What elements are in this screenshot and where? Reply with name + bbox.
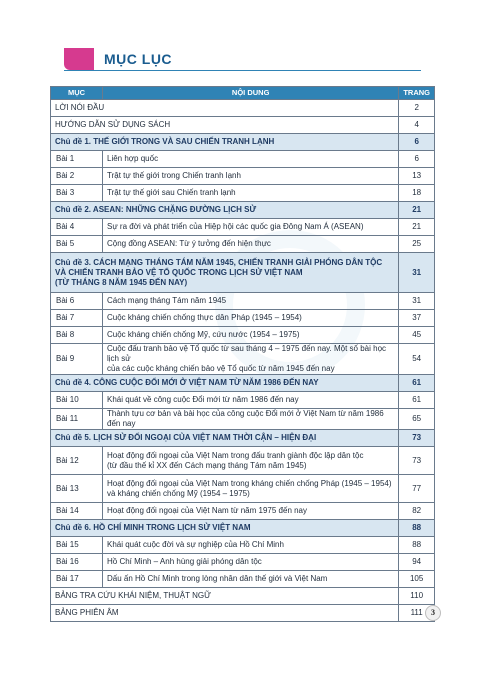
lesson-row [51,447,435,475]
page-ref: 88 [399,520,435,537]
page-ref: 54 [399,344,435,375]
page-ref: 82 [399,503,435,520]
lesson-title: Sự ra đời và phát triển của Hiệp hội các quốc gia Đông Nam Á (ASEAN) [103,219,399,236]
lesson-row [51,409,435,430]
lesson-number: Bài 7 [51,310,103,327]
topic-title [51,253,399,293]
lesson-title: Hoạt động đối ngoại của Việt Nam từ năm 1975 đến nay [103,503,399,520]
section-title: HƯỚNG DẪN SỬ DỤNG SÁCH [51,117,399,134]
lesson-number: Bài 17 [51,571,103,588]
lesson-number: Bài 15 [51,537,103,554]
lesson-number: Bài 13 [51,475,103,503]
section-title: BẢNG PHIÊN ÂM [51,605,399,622]
lesson-row [51,219,435,236]
lesson-row [51,392,435,409]
table-row [51,605,435,622]
lesson-number: Bài 14 [51,503,103,520]
header-divider [64,70,421,71]
lesson-number: Bài 11 [51,409,103,430]
lesson-title: Cách mạng tháng Tám năm 1945 [103,293,399,310]
lesson-row [51,327,435,344]
page-ref: 73 [399,430,435,447]
lesson-number: Bài 16 [51,554,103,571]
lesson-title [103,475,399,503]
lesson-number: Bài 2 [51,168,103,185]
lesson-title-line: Hoạt động đối ngoại của Việt Nam trong kháng chiến chống Pháp (1945 – 1954) [107,478,392,488]
lesson-title-line: Cuộc đấu tranh bảo vệ Tổ quốc từ sau tháng 4 – 1975 đến nay. Một số bài học lịch sử [107,344,387,363]
lesson-title-line: Hoạt động đối ngoại của Việt Nam trong đấu tranh giành độc lập dân tộc [107,450,364,460]
column-header-page: TRANG [399,87,435,100]
lesson-title: Cộng đồng ASEAN: Từ ý tưởng đến hiện thực [103,236,399,253]
column-header-content: NỘI DUNG [103,87,399,100]
page-ref: 88 [399,537,435,554]
page-ref: 45 [399,327,435,344]
lesson-row [51,571,435,588]
page-ref: 105 [399,571,435,588]
section-title: BẢNG TRA CỨU KHÁI NIỆM, THUẬT NGỮ [51,588,399,605]
page-ref: 6 [399,151,435,168]
page-ref: 31 [399,253,435,293]
lesson-title: Khái quát cuộc đời và sự nghiệp của Hồ Chí Minh [103,537,399,554]
table-row [51,100,435,117]
lesson-number: Bài 3 [51,185,103,202]
page-ref: 6 [399,134,435,151]
lesson-number: Bài 8 [51,327,103,344]
page-ref: 73 [399,447,435,475]
page-title: MỤC LỤC [104,51,173,67]
lesson-row [51,344,435,375]
lesson-row [51,168,435,185]
lesson-row [51,554,435,571]
page-ref: 111 [399,605,435,622]
lesson-row [51,236,435,253]
lesson-row [51,185,435,202]
topic-row [51,202,435,219]
lesson-number: Bài 5 [51,236,103,253]
lesson-title [103,344,399,375]
page-ref: 21 [399,202,435,219]
column-header-section: MỤC [51,87,103,100]
topic-title: Chủ đề 5. LỊCH SỬ ĐỐI NGOẠI CỦA VIỆT NAM THỜI CẬN – HIỆN ĐẠI [51,430,399,447]
topic-title: Chủ đề 1. THẾ GIỚI TRONG VÀ SAU CHIẾN TRANH LẠNH [51,134,399,151]
lesson-title: Trật tự thế giới sau Chiến tranh lạnh [103,185,399,202]
topic-title: Chủ đề 2. ASEAN: NHỮNG CHẶNG ĐƯỜNG LỊCH SỬ [51,202,399,219]
lesson-title: Trật tự thế giới trong Chiến tranh lạnh [103,168,399,185]
lesson-title: Hồ Chí Minh – Anh hùng giải phóng dân tộc [103,554,399,571]
topic-title-line: (TỪ THÁNG 8 NĂM 1945 ĐẾN NAY) [55,277,188,287]
lesson-row [51,151,435,168]
lesson-row [51,475,435,503]
lesson-title [103,447,399,475]
topic-row [51,430,435,447]
topic-title-line: Chủ đề 3. CÁCH MẠNG THÁNG TÁM NĂM 1945, CHIẾN TRANH GIẢI PHÓNG DÂN TỘC [55,257,383,267]
section-title: LỜI NÓI ĐẦU [51,100,399,117]
page-ref: 61 [399,375,435,392]
page-ref: 94 [399,554,435,571]
page-ref: 77 [399,475,435,503]
lesson-number: Bài 4 [51,219,103,236]
table-header-row [51,87,435,100]
lesson-title: Dấu ấn Hồ Chí Minh trong lòng nhân dân thế giới và Việt Nam [103,571,399,588]
lesson-title: Liên hợp quốc [103,151,399,168]
lesson-row [51,310,435,327]
lesson-row [51,503,435,520]
page-ref: 21 [399,219,435,236]
lesson-row [51,293,435,310]
page-ref: 31 [399,293,435,310]
lesson-number: Bài 10 [51,392,103,409]
toc-body [51,100,435,622]
page-ref: 65 [399,409,435,430]
page-ref: 25 [399,236,435,253]
lesson-title: Cuộc kháng chiến chống thực dân Pháp (1945 – 1954) [103,310,399,327]
lesson-title-line: (từ đầu thế kỉ XX đến Cách mạng tháng Tám năm 1945) [107,460,307,470]
lesson-title-line: của các cuộc kháng chiến bảo vệ Tổ quốc từ năm 1945 đến nay [107,364,335,373]
topic-title: Chủ đề 6. HỒ CHÍ MINH TRONG LỊCH SỬ VIỆT NAM [51,520,399,537]
page-ref: 2 [399,100,435,117]
page-ref: 61 [399,392,435,409]
topic-row [51,520,435,537]
header-tab-decoration [64,48,94,70]
topic-row [51,375,435,392]
lesson-number: Bài 6 [51,293,103,310]
topic-title: Chủ đề 4. CÔNG CUỘC ĐỔI MỚI Ở VIỆT NAM TỪ NĂM 1986 ĐẾN NAY [51,375,399,392]
table-row [51,117,435,134]
lesson-title-line: và kháng chiến chống Mỹ (1954 – 1975) [107,488,250,498]
topic-row [51,253,435,293]
table-of-contents [50,86,435,622]
lesson-title: Thành tựu cơ bản và bài học của công cuộc Đổi mới ở Việt Nam từ năm 1986 đến nay [103,409,399,430]
page-number: 3 [425,605,441,621]
page-ref: 37 [399,310,435,327]
lesson-number: Bài 1 [51,151,103,168]
lesson-title: Cuộc kháng chiến chống Mỹ, cứu nước (1954 – 1975) [103,327,399,344]
topic-row [51,134,435,151]
table-row [51,588,435,605]
lesson-row [51,537,435,554]
topic-title-line: VÀ CHIẾN TRANH BẢO VỆ TỔ QUỐC TRONG LỊCH SỬ VIỆT NAM [55,267,303,277]
page-ref: 18 [399,185,435,202]
lesson-number: Bài 9 [51,344,103,375]
page-ref: 4 [399,117,435,134]
lesson-number: Bài 12 [51,447,103,475]
page-ref: 13 [399,168,435,185]
page-ref: 110 [399,588,435,605]
lesson-title: Khái quát về công cuộc Đổi mới từ năm 1986 đến nay [103,392,399,409]
